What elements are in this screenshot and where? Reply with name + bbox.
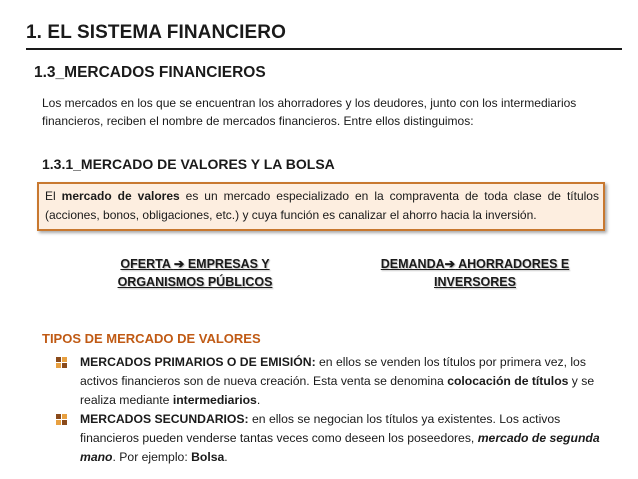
intro-paragraph: Los mercados en los que se encuentran los ahorradores y los deudores, junto con los intermediarios financieros, reciben el nombre de mercados financieros. Entre ellos distinguimos:: [42, 96, 577, 128]
demand-line-2: INVERSORES: [434, 275, 516, 289]
bullet-text-part: en ellos se venden los títulos por primera vez, los activos financieros son de nueva creación. Esta venta se denomina: [80, 355, 586, 388]
bullet-term: intermediarios: [172, 393, 257, 407]
list-item-text: [80, 410, 602, 467]
definition-box: [37, 182, 605, 231]
offer-line-2: ORGANISMOS PÚBLICOS: [117, 275, 273, 289]
page-subtitle: 1.3_MERCADOS FINANCIEROS: [34, 64, 266, 81]
bullet-text-part: en ellos se negocian los títulos ya existentes. Los activos financieros pueden venderse tantas veces como deseen los poseedores,: [80, 412, 561, 445]
offer-line1-rest: EMPRESAS Y: [184, 257, 270, 271]
demand-lead: DEMANDA: [380, 257, 445, 271]
title-bar: [26, 22, 622, 50]
bullet-term: mercado de segunda mano: [80, 431, 600, 464]
offer-lead: OFERTA: [120, 257, 171, 271]
right-arrow-icon: ➔: [173, 257, 185, 271]
demand-line1-rest: AHORRADORES E: [455, 257, 570, 271]
bullet-term: MERCADOS SECUNDARIOS:: [80, 412, 249, 426]
bullet-term: colocación de títulos: [447, 374, 569, 388]
definition-text: [45, 187, 599, 225]
definition-post: es un mercado especializado en la compraventa de toda clase de títulos (acciones, bonos, obligaciones, etc.) y cuya función es canalizar el ahorro hacia la inversión.: [45, 189, 599, 222]
definition-pre: El: [45, 189, 62, 203]
page-title: 1. EL SISTEMA FINANCIERO: [26, 22, 286, 43]
bullet-text-part: .: [256, 393, 261, 407]
types-heading: TIPOS DE MERCADO DE VALORES: [42, 331, 261, 346]
bullet-term: MERCADOS PRIMARIOS O DE EMISIÓN:: [80, 355, 316, 369]
bullet-text-part: . Por ejemplo:: [112, 450, 192, 464]
square-bullet-icon: [56, 357, 67, 368]
offer-line-1: [100, 255, 290, 273]
definition-term: mercado de valores: [61, 189, 180, 203]
square-bullet-icon: [56, 414, 67, 425]
demand-line-1: [360, 255, 590, 273]
bullet-text-part: y se realiza mediante: [80, 374, 595, 407]
offer-block: [100, 255, 290, 291]
right-arrow-icon: ➔: [444, 257, 456, 271]
section-title: 1.3.1_MERCADO DE VALORES Y LA BOLSA: [42, 156, 335, 172]
bullet-term: Bolsa: [191, 450, 225, 464]
list-item-text: [80, 353, 602, 410]
demand-block: [360, 255, 590, 291]
bullet-text-part: .: [224, 450, 228, 464]
